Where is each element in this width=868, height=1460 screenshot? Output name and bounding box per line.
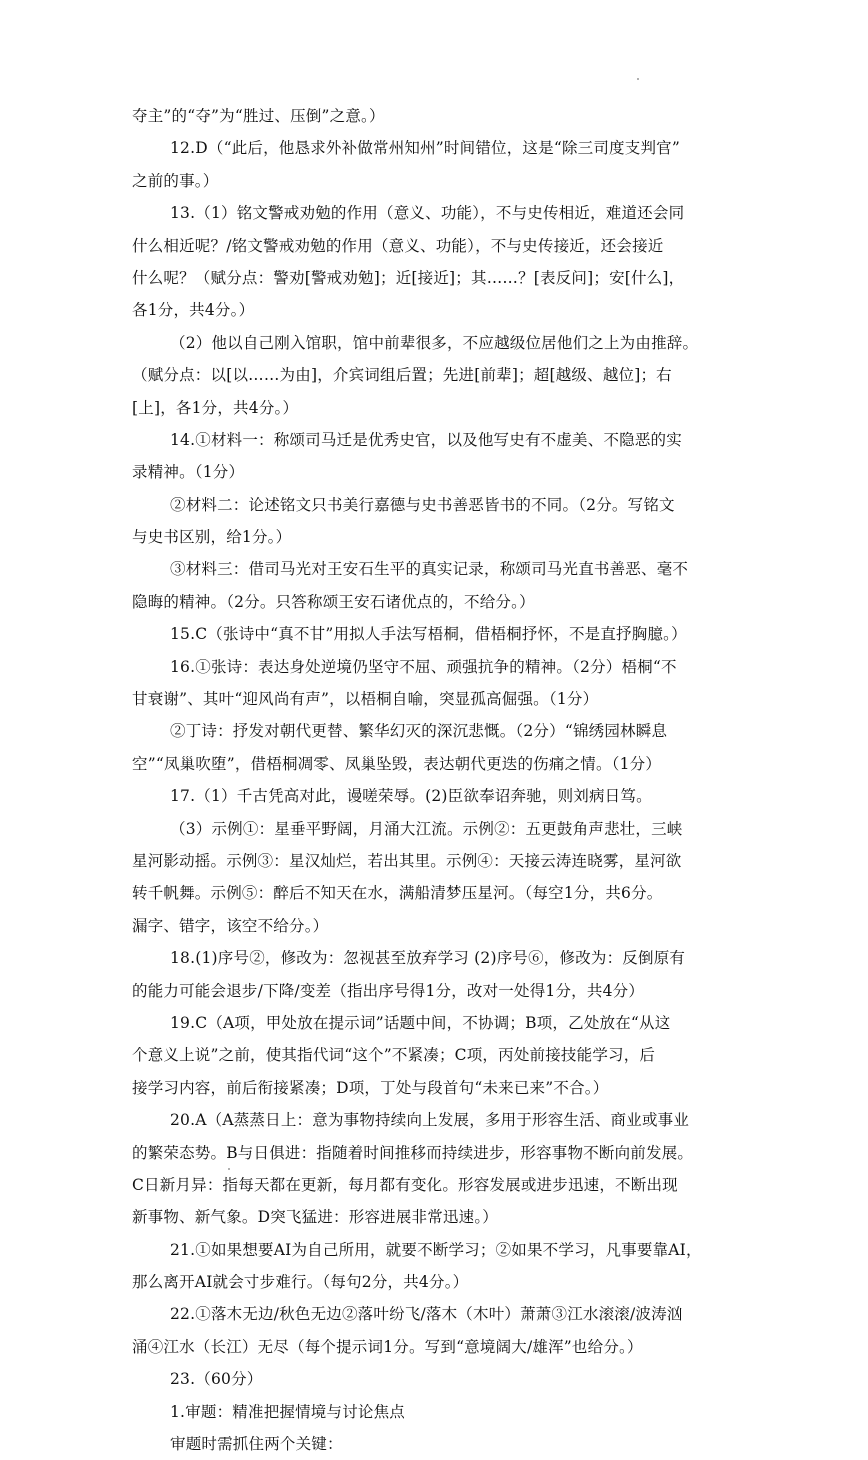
text-line: 甘衰谢”、其叶“迎风尚有声”，以梧桐自喻，突显孤高倔强。（1分） xyxy=(132,690,599,709)
text-line: 的能力可能会退步/下降/变差（指出序号得1分，改对一处得1分，共4分） xyxy=(132,981,645,1000)
text-line: 什么呢？（赋分点：警劝[警戒劝勉]；近[接近]；其……？[表反问]；安[什么]， xyxy=(132,268,685,287)
text-line: 什么相近呢？/铭文警戒劝勉的作用（意义、功能），不与史传接近，还会接近 xyxy=(132,236,664,255)
text-line: 20.A（A蒸蒸日上：意为事物持续向上发展，多用于形容生活、商业或事业 xyxy=(170,1111,690,1130)
text-line: （3）示例①：星垂平野阔，月涌大江流。示例②：五更鼓角声悲壮，三峡 xyxy=(170,819,683,838)
text-line: 14.①材料一：称颂司马迁是优秀史官，以及他写史有不虚美、不隐恶的实 xyxy=(170,430,682,449)
text-line: [上]，各1分，共4分。） xyxy=(132,398,299,417)
text-line: 夺主”的“夺”为“胜过、压倒”之意。） xyxy=(132,107,385,125)
text-line: 之前的事。） xyxy=(132,171,219,190)
text-line: ②丁诗：抒发对朝代更替、繁华幻灭的深沉悲慨。（2分）“锦绣园林瞬息 xyxy=(170,722,668,741)
text-line: 21.①如果想要AI为自己所用，就要不断学习；②如果不学习，凡事要靠AI， xyxy=(170,1240,702,1259)
document-page xyxy=(132,100,772,1460)
text-line: 隐晦的精神。（2分。只答称颂王安石诸优点的，不给分。） xyxy=(132,592,535,611)
text-line: 17.（1）千古凭高对此，谩嗟荣辱。(2)臣欲奉诏奔驰，则刘病日笃。 xyxy=(170,787,652,806)
text-line: 新事物、新气象。D突飞猛进：形容进展非常迅速。） xyxy=(132,1208,498,1227)
text-line: 个意义上说”之前，使其指代词“这个”不紧凑；C项，丙处前接技能学习，后 xyxy=(132,1046,656,1065)
text-line: 与史书区别，给1分。） xyxy=(132,528,292,547)
text-line: 19.C（A项，甲处放在提示词”话题中间，不协调；B项，乙处放在“从这 xyxy=(170,1013,671,1032)
text-line: 15.C（张诗中“真不甘”用拟人手法写梧桐，借梧桐抒怀，不是直抒胸臆。） xyxy=(170,625,687,644)
text-line: C日新月异：指每天都在更新，每月都有变化。形容发展或进步迅速，不断出现 xyxy=(132,1175,678,1194)
text-line: （赋分点：以[以……为由]，介宾词组后置；先进[前辈]；超[越级、越位]；右 xyxy=(132,366,672,385)
text-line: 接学习内容，前后衔接紧凑；D项，丁处与段首句“未来已来”不合。） xyxy=(132,1078,609,1097)
text-line: 录精神。（1分） xyxy=(132,463,245,482)
text-line: ③材料三：借司马光对王安石生平的真实记录，称颂司马光直书善恶、毫不 xyxy=(170,560,689,579)
text-line: 审题时需抓住两个关键： xyxy=(170,1435,343,1454)
text-line: 转千帆舞。示例⑤：醉后不知天在水，满船清梦压星河。（每空1分，共6分。 xyxy=(132,884,663,903)
text-line: 那么离开AI就会寸步难行。（每句2分，共4分。） xyxy=(132,1273,469,1292)
text-line: 空”“凤巢吹堕”，借梧桐凋零、凤巢坠毁，表达朝代更迭的伤痛之情。（1分） xyxy=(132,754,662,773)
text-line: 12.D（“此后，他恳求外补做常州知州”时间错位，这是“除三司度支判官” xyxy=(170,139,680,158)
text-line: 各1分，共4分。） xyxy=(132,301,255,320)
text-line: 23.（60分） xyxy=(170,1370,263,1389)
text-line: （2）他以自己刚入馆职，馆中前辈很多，不应越级位居他们之上为由推辞。 xyxy=(170,333,699,352)
text-line: 18.(1)序号②，修改为：忽视甚至放弃学习 (2)序号⑥，修改为：反倒原有 xyxy=(170,949,686,968)
text-line: ②材料二：论述铭文只书美行嘉德与史书善恶皆书的不同。（2分。写铭文 xyxy=(170,495,675,514)
text-line: 1.审题：精准把握情境与讨论焦点 xyxy=(170,1402,405,1421)
text-line: 22.①落木无边/秋色无边②落叶纷飞/落木（木叶）萧萧③江水滚滚/波涛汹 xyxy=(170,1305,683,1324)
text-line: 漏字、错字，该空不给分。） xyxy=(132,916,329,935)
text-line: 13.（1）铭文警戒劝勉的作用（意义、功能），不与史传相近，难道还会同 xyxy=(170,204,685,223)
scan-speck xyxy=(637,78,639,80)
text-line: 的繁荣态势。B与日俱进：指随着时间推移而持续进步，形容事物不断向前发展。 xyxy=(132,1143,694,1162)
text-line: 涌④江水（长江）无尽（每个提示词1分。写到“意境阔大/雄浑”也给分。） xyxy=(132,1337,643,1356)
text-line: 16.①张诗：表达身处逆境仍坚守不屈、顽强抗争的精神。（2分）梧桐“不 xyxy=(170,657,677,676)
text-line: 星河影动摇。示例③：星汉灿烂，若出其里。示例④：天接云涛连晓雾，星河欲 xyxy=(132,851,682,870)
